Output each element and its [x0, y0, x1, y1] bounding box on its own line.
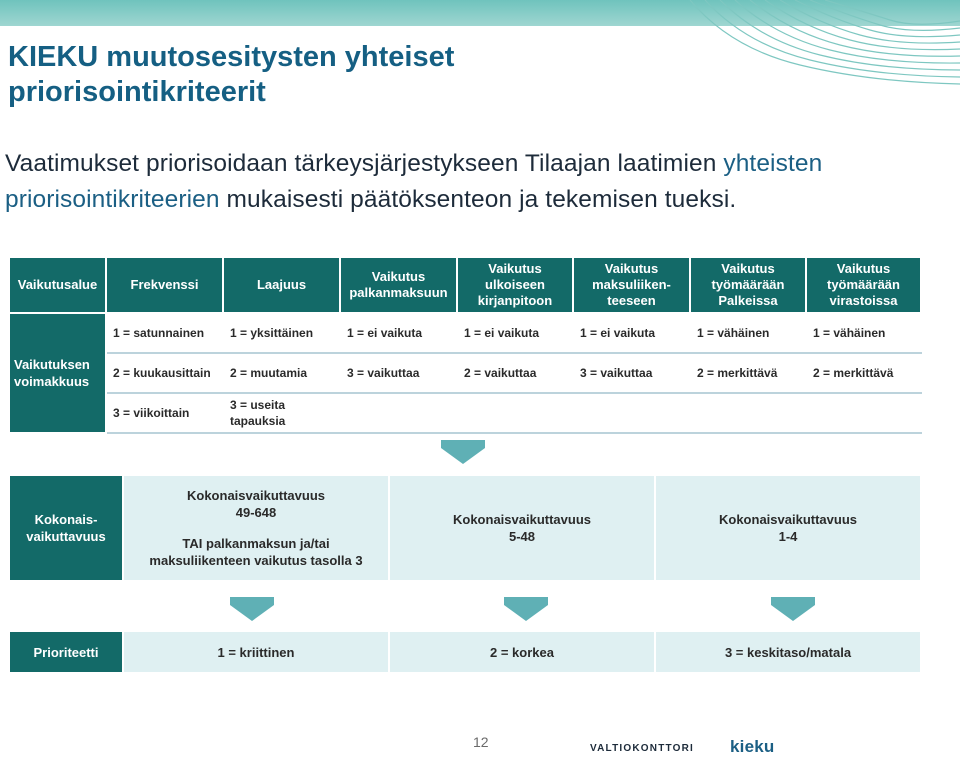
table-cell: 1 = vähäinen: [690, 313, 806, 353]
table-cell: 2 = merkittävä: [690, 353, 806, 393]
table-cell: [690, 393, 806, 433]
table-cell: 1 = ei vaikuta: [340, 313, 457, 353]
table-row: [9, 353, 921, 393]
arrow-down-icon: [230, 597, 274, 623]
priority-cell: 3 = keskitaso/matala: [655, 631, 921, 673]
priority-label: Prioriteetti: [9, 631, 123, 673]
priority-band: [8, 630, 922, 674]
page-title: KIEKU muutosesitysten yhteiset priorisointikriteerit: [8, 41, 455, 108]
table-cell: [573, 393, 690, 433]
range-title: Kokonaisvaikuttavuus: [719, 512, 857, 527]
priority-cell: 1 = kriittinen: [123, 631, 389, 673]
table-cell: 3 = vaikuttaa: [340, 353, 457, 393]
range-value: 49-648: [235, 505, 277, 520]
range-title: Kokonaisvaikuttavuus: [187, 488, 325, 503]
range-value: 5-48: [508, 529, 536, 544]
table-cell: 1 = ei vaikuta: [457, 313, 573, 353]
arrow-down-icon: [771, 597, 815, 623]
criteria-table: [8, 256, 922, 434]
table-cell: 1 = ei vaikuta: [573, 313, 690, 353]
priority-cell: 2 = korkea: [389, 631, 655, 673]
table-cell: [340, 393, 457, 433]
header-cell: Laajuus: [223, 257, 340, 313]
subtitle-text: Vaatimukset priorisoidaan tärkeysjärjestykseen Tilaajan laatimien: [5, 150, 724, 177]
header-cell: Vaikutusalue: [9, 257, 106, 313]
table-cell: 2 = kuukausittain: [106, 353, 223, 393]
header-cell: Vaikutus työmäärään Palkeissa: [690, 257, 806, 313]
range-value: 1-4: [778, 529, 798, 544]
header-cell: Vaikutus ulkoiseen kirjanpitoon: [457, 257, 573, 313]
arrow-down-icon: [441, 440, 485, 466]
table-cell: 3 = vaikuttaa: [573, 353, 690, 393]
total-impact-band: [8, 474, 922, 582]
arrow-down-icon: [504, 597, 548, 623]
table-cell: 2 = muutamia: [223, 353, 340, 393]
page-subtitle: [5, 146, 950, 218]
subtitle-highlight: yhteisten priorisointikriteerien: [5, 150, 823, 213]
table-cell: 2 = merkittävä: [806, 353, 921, 393]
table-cell: 1 = vähäinen: [806, 313, 921, 353]
table-row: [9, 313, 921, 353]
total-impact-cell: [389, 475, 655, 581]
criteria-header-row: [9, 257, 921, 313]
table-cell: [806, 393, 921, 433]
table-row: [9, 393, 921, 433]
range-alternative: TAI palkanmaksun ja/tai maksuliikenteen vaikutus tasolla 3: [149, 536, 363, 568]
kieku-logo: kieku: [730, 737, 775, 756]
valtiokonttori-logo: VALTIOKONTTORI: [590, 743, 695, 754]
table-cell: 1 = yksittäinen: [223, 313, 340, 353]
header-cell: Vaikutus maksuliiken-teeseen: [573, 257, 690, 313]
slide-number: 12: [473, 734, 489, 750]
range-title: Kokonaisvaikuttavuus: [453, 512, 591, 527]
header-cell: Vaikutus työmäärään virastoissa: [806, 257, 921, 313]
table-cell: 3 = useita tapauksia: [223, 393, 340, 433]
subtitle-text-end: mukaisesti päätöksenteon ja tekemisen tueksi.: [219, 186, 737, 213]
priority-row: [9, 631, 921, 673]
table-cell: [457, 393, 573, 433]
header-cell: Vaikutus palkanmaksuun: [340, 257, 457, 313]
total-impact-cell: [655, 475, 921, 581]
table-cell: 1 = satunnainen: [106, 313, 223, 353]
total-impact-cell: [123, 475, 389, 581]
table-cell: 3 = viikoittain: [106, 393, 223, 433]
header-cell: Frekvenssi: [106, 257, 223, 313]
row-label-cell: Vaikutuksen voimakkuus: [9, 313, 106, 433]
total-impact-row: [9, 475, 921, 581]
total-impact-label: Kokonais-vaikuttavuus: [9, 475, 123, 581]
table-cell: 2 = vaikuttaa: [457, 353, 573, 393]
wave-decoration: [680, 0, 960, 90]
